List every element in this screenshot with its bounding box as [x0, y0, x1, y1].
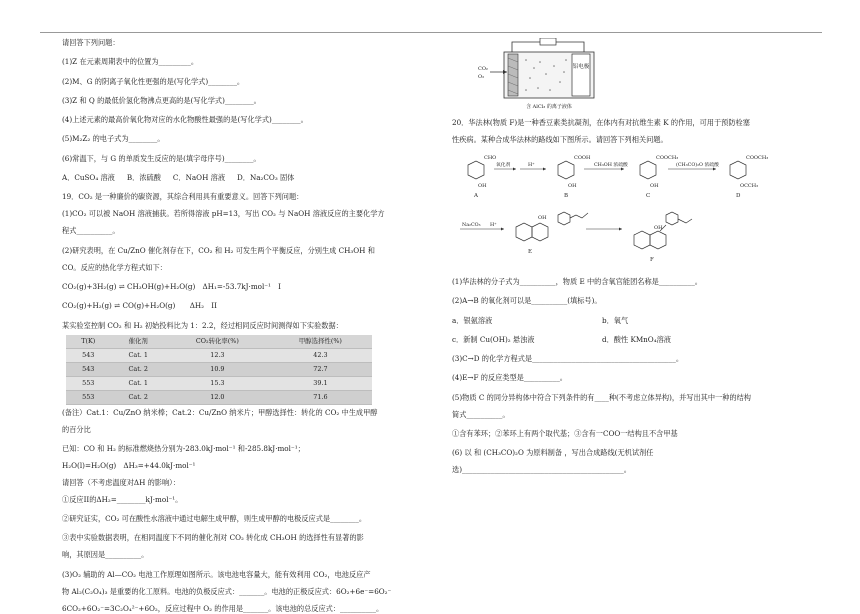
compound-reagent — [558, 212, 588, 225]
question-line: 简式__________。 — [452, 409, 510, 419]
option-d: D．Na₂CO₃ 固体 — [237, 173, 295, 183]
question-line: (5)物质 C 的同分异构体中符合下列条件的有____种(不考虑立体异构)，并写出其中一种的结构 — [452, 392, 751, 402]
table-cell: Cat. 2 — [111, 362, 166, 376]
carbon-electrode — [508, 54, 518, 96]
q19-line: 某实验室控制 CO₂ 和 H₂ 初始投料比为 1：2.2，经过相同反应时间测得如下实验数据： — [62, 320, 343, 330]
question-line: 6CO₂+6O₂⁻=3C₂O₄²⁻+6O₂，反应过程中 O₂ 的作用是_______。该电池的总反应式：__________。 — [62, 603, 384, 613]
table-header: 催化剂 — [111, 335, 166, 349]
option-c: c．新制 Cu(OH)₂ 悬浊液 — [452, 334, 535, 344]
question-line: (4)E→F 的反应类型是__________。 — [452, 373, 567, 383]
q19-line: (2)研究表明，在 Cu/ZnO 催化剂存在下，CO₂ 和 H₂ 可发生两个平衡反应，分别生成 CH₃OH 和 — [62, 245, 375, 255]
cell-caption: 含 AlCl₃ 的离子液体 — [526, 104, 572, 110]
label-e: E — [528, 249, 533, 255]
question-line: 选)_____________________________________________。 — [452, 465, 631, 475]
table-row — [66, 390, 372, 404]
reagent-carbonate: Na₂CO₃ — [462, 223, 481, 228]
label-f: F — [650, 257, 654, 263]
group-oh: OH — [478, 183, 487, 189]
reagent-oxidant: 氧化剂 — [496, 163, 511, 168]
equation-2: CO₂(g)+H₂(g) ⇌ CO(g)+H₂O(g) ΔH₂ II — [62, 301, 217, 311]
group-oh: OH — [568, 183, 577, 189]
gas-label: CO₂ — [478, 66, 488, 72]
group-cho: CHO — [484, 155, 497, 161]
q20-line: 性疾病。某种合成华法林的路线如下图所示。请回答下列相关问题。 — [452, 135, 668, 144]
ring-a — [468, 161, 484, 179]
group-oh: OH — [538, 215, 547, 221]
question-line: (4)上述元素的最高价氧化物对应的水化物酸性最强的是(写化学式)________。 — [62, 115, 308, 125]
load-icon — [540, 38, 556, 45]
right-column — [452, 38, 792, 475]
label-a: A — [474, 193, 478, 199]
option-d: d．酸性 KMnO₄溶液 — [602, 334, 671, 344]
note-line: 的百分比 — [62, 424, 91, 434]
table-cell: Cat. 1 — [111, 348, 166, 362]
reagent-h: H⁺ — [490, 223, 497, 228]
ring-b — [558, 161, 574, 179]
reagent-anhydride: (CH₃CO)₂O 浓硫酸 — [676, 163, 719, 168]
table-cell: 12.3 — [166, 348, 269, 362]
question-line: (3)O₂ 辅助的 Al—CO₂ 电池工作原理如图所示。该电池电容量大，能有效利用 CO₂，电池反应产 — [62, 569, 371, 579]
reagent-acid: H⁺ — [528, 163, 535, 168]
question-line: (5)M₂Z₂ 的电子式为________。 — [62, 134, 165, 144]
table-cell: Cat. 1 — [111, 376, 166, 390]
table-cell: 553 — [66, 376, 111, 390]
table-row — [66, 362, 372, 376]
ring-d — [730, 161, 746, 179]
q19-line: (1)CO₂ 可以被 NaOH 溶液捕获。若所得溶液 pH=13，写出 CO₂ 与 NaOH 溶液反应的主要化学方 — [62, 209, 385, 219]
gas-label-o2: O₂ — [478, 74, 485, 80]
options-row — [452, 316, 792, 326]
q20-title: 20．华法林(物质 F)是一种香豆素类抗凝剂，在体内有对抗维生素 K 的作用，可用于预防栓塞 — [452, 118, 750, 127]
equation-1: CO₂(g)+3H₂(g) ⇌ CH₃OH(g)+H₂O(g) ΔH₁=-53.7kJ·mol⁻¹ I — [62, 281, 281, 291]
table-cell: 39.1 — [269, 376, 372, 390]
battery-cell-diagram — [474, 38, 624, 112]
question-line: (2)M、G 的阴离子氧化性更强的是(写化学式)________。 — [62, 76, 245, 86]
question-line: (3)Z 和 Q 的最低价氢化物沸点更高的是(写化学式)________。 — [62, 95, 261, 105]
option-c: C．NaOH 溶液 — [172, 173, 226, 183]
table-cell: 15.3 — [166, 376, 269, 390]
table-cell: 543 — [66, 348, 111, 362]
table-row — [66, 348, 372, 362]
question-line: 请回答下列问题： — [62, 38, 120, 47]
left-column — [62, 38, 392, 614]
page-top-rule — [40, 32, 822, 33]
table-cell: 71.6 — [269, 390, 372, 404]
data-table — [66, 335, 372, 405]
note-line: (备注）Cat.1：Cu/ZnO 纳米棒；Cat.2：Cu/ZnO 纳米片；甲醇选择性：转化的 CO₂ 中生成甲醇 — [62, 407, 378, 417]
options-row — [452, 335, 792, 345]
group-cooch3: COOCH₃ — [656, 155, 679, 161]
table-header: 甲醇选择性(%) — [269, 335, 372, 349]
given-line: H₂O(l)=H₂O(g) ΔH₃=+44.0kJ·mol⁻¹ — [62, 460, 196, 470]
synthesis-scheme — [454, 149, 790, 271]
q19-line: CO。反应的热化学方程式如下： — [62, 262, 167, 272]
option-b: B．浓硫酸 — [126, 173, 161, 183]
table-header-row — [66, 335, 372, 349]
group-occh3: OCCH₃ — [740, 183, 759, 189]
q19-title: 19．CO₂ 是一种廉价的碳资源，其综合利用具有重要意义。回答下列问题： — [62, 192, 304, 202]
table-cell: Cat. 2 — [111, 390, 166, 404]
label-b: B — [564, 193, 569, 199]
ring-c — [640, 161, 656, 179]
question-line: 响，其原因是__________。 — [62, 550, 149, 560]
table-row — [66, 376, 372, 390]
aluminum-electrode — [572, 54, 590, 96]
table-cell: 72.7 — [269, 362, 372, 376]
options-row — [62, 173, 392, 183]
compound-e — [516, 223, 548, 241]
q19-line: 程式__________。 — [62, 226, 120, 236]
option-b: b．氧气 — [602, 315, 629, 325]
table-cell: 12.0 — [166, 390, 269, 404]
label-c: C — [646, 193, 651, 199]
question-line: (6) 以 和 (CH₃CO)₂O 为原料制备 ，写出合成路线(无机试剂任 — [452, 448, 654, 458]
table-cell: 42.3 — [269, 348, 372, 362]
label-d: D — [736, 193, 741, 199]
reagent-methanol: CH₃OH 浓硫酸 — [594, 163, 628, 168]
table-header: T(K) — [66, 335, 111, 349]
question-line: (1)华法林的分子式为__________，物质 E 中的含氧官能团名称是__________。 — [452, 277, 702, 286]
question-line: ②研究证实，CO₂ 可在酸性水溶液中通过电解生成甲醇，则生成甲醇的电极反应式是________。 — [62, 514, 367, 524]
question-line: (3)C→D 的化学方程式是________________________________________。 — [452, 354, 684, 364]
question-line: ①反应II的ΔH₂=________kJ·mol⁻¹。 — [62, 494, 183, 504]
table-cell: 553 — [66, 390, 111, 404]
option-a: A．CuSO₄ 溶液 — [62, 173, 115, 183]
question-line: (6)常温下，与 G 的单质发生反应的是(填字母序号)________。 — [62, 153, 261, 163]
question-line: 请回答（不考虑温度对ΔH 的影响）： — [62, 477, 180, 487]
question-line: (2)A→B 的氧化剂可以是__________(填标号)。 — [452, 296, 602, 306]
option-a: a．银氨溶液 — [452, 315, 493, 325]
electrode-label: 铝电极 — [572, 64, 590, 70]
table-cell: 543 — [66, 362, 111, 376]
compound-f — [634, 212, 692, 249]
question-line: ③表中实验数据表明，在相同温度下不同的催化剂对 CO₂ 转化成 CH₃OH 的选择性有显著的影 — [62, 533, 364, 543]
group-cooh: COOH — [574, 155, 591, 161]
question-line: ①含有苯环；②苯环上有两个取代基；③含有一COO一结构且不含甲基 — [452, 429, 678, 439]
question-line: 物 Al₂(C₂O₄)₃ 是重要的化工原料。电池的负极反应式：_______。电池的正极反应式：6O₂+6e⁻=6O₂⁻ — [62, 586, 392, 596]
table-cell: 10.9 — [166, 362, 269, 376]
group-oh: OH — [654, 225, 663, 231]
group-oh: OH — [650, 183, 659, 189]
question-line: (1)Z 在元素周期表中的位置为_________。 — [62, 57, 199, 67]
group-cooch3: COOCH₃ — [746, 155, 769, 161]
table-header: CO₂转化率(%) — [166, 335, 269, 349]
given-line: 已知：CO 和 H₂ 的标准燃烧热分别为-283.0kJ·mol⁻¹ 和-285.8kJ·mol⁻¹； — [62, 443, 305, 453]
